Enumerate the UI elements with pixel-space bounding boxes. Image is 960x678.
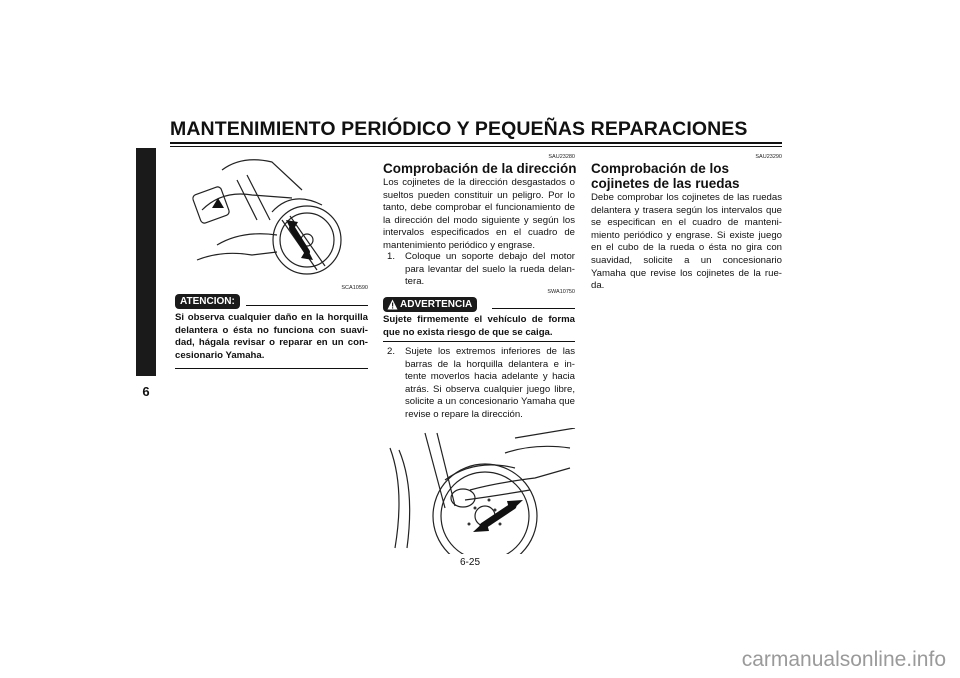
step-2 xyxy=(387,346,575,422)
warning-text: Sujete firmemente el vehículo de forma que no exista riesgo de que se caiga. xyxy=(383,314,575,338)
section-body: Debe comprobar los cojinetes de las ruedas delantera y trasera según los intervalos que se especifican en el cuadro de manteni-miento periódico y engrase. Si existe juego en el cubo de la rueda o ésta no gira con suavidad, solicite a un concesionario Yamaha que revise los cojinetes de la rue-da. xyxy=(591,192,782,292)
figure-code: SCA10590 xyxy=(341,285,368,291)
page-title: MANTENIMIENTO PERIÓDICO Y PEQUEÑAS REPARACIONES xyxy=(170,118,748,140)
header-rule xyxy=(170,142,782,144)
section-heading: Comprobación de los cojinetes de las ruedas xyxy=(591,161,740,191)
warning-icon xyxy=(387,299,398,310)
header-rule-thin xyxy=(170,146,782,147)
watermark: carmanualsonline.info xyxy=(741,648,946,671)
fork-check-figure xyxy=(385,428,577,554)
chapter-tab xyxy=(136,148,156,376)
caution-end-rule xyxy=(175,368,368,369)
section-code: SAU23290 xyxy=(755,154,782,160)
motorcycle-front-figure xyxy=(182,150,362,280)
section-intro: Los cojinetes de la dirección desgastados o sueltos pueden constituir un peligro. Por lo tanto, debe comprobar el funcionamiento de la dirección del modo siguiente y según los intervalos especificados en el cuadro de mantenimiento periódico y engrase. xyxy=(383,177,575,251)
caution-text: Si observa cualquier daño en la horquilla delantera o ésta no funciona con suavi-dad, hágala revisar o reparar en un con-cesionario Yamaha. xyxy=(175,312,368,361)
caution-rule xyxy=(246,305,368,306)
warning-badge xyxy=(383,297,477,312)
page-number: 6-25 xyxy=(460,557,481,568)
warning-label: ADVERTENCIA xyxy=(400,299,473,310)
section-heading: Comprobación de la dirección xyxy=(383,161,577,176)
step-text: Sujete los extremos inferiores de las barras de la horquilla delantera e in-tente moverlos hacia adelante y hacia atrás. Si observa cualquier juego libre, solicite a un concesionario Yamaha que revise o repare la dirección. xyxy=(405,346,575,420)
step-1 xyxy=(387,251,575,289)
warning-rule xyxy=(492,308,575,309)
section-code: SAU23280 xyxy=(548,154,575,160)
caution-badge: ATENCION: xyxy=(175,294,240,309)
step-number: 1. xyxy=(387,251,396,262)
warning-code: SWA10750 xyxy=(547,289,575,295)
warning-end-rule xyxy=(383,341,575,342)
step-number: 2. xyxy=(387,346,396,357)
step-text: Coloque un soporte debajo del motor para levantar del suelo la rueda delan-tera. xyxy=(405,251,575,288)
chapter-number: 6 xyxy=(142,384,150,399)
